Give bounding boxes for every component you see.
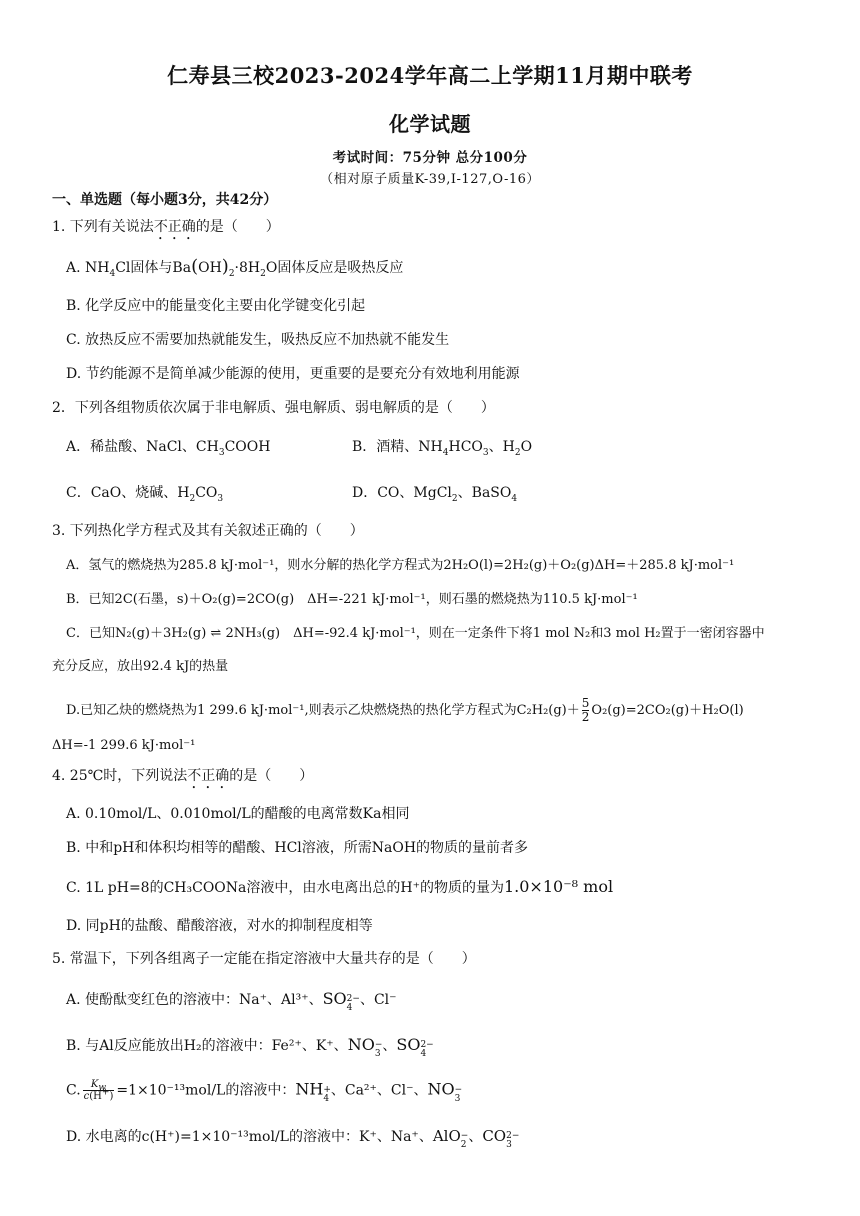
question-3-stem: 3. 下列热化学方程式及其有关叙述正确的（ ） xyxy=(52,523,364,539)
section-heading: 一、单选题（每小题3分，共42分） xyxy=(52,192,278,208)
kw-over-ch-fraction: $\frac{K_w}{c(H^+)}$ xyxy=(83,1079,114,1102)
exam-info: 考试时间：75分钟 总分100分 xyxy=(332,150,528,166)
exam-title: 仁寿县三校2023-2024学年高二上学期11月期中联考 xyxy=(167,63,693,88)
question-2-stem: 2．下列各组物质依次属于非电解质、强电解质、弱电解质的是（ ） xyxy=(52,400,495,416)
question-3-option-d-line2: ΔH=-1 299.6 kJ·mol⁻¹ xyxy=(52,738,196,753)
question-1-option-a: A. $NH_4Cl$固体与$Ba(OH)_2\cdot 8H_2O$固体反应是吸热反应 xyxy=(66,256,404,279)
question-4-option-b: B. 中和pH和体积均相等的醋酸、HCl溶液，所需NaOH的物质的量前者多 xyxy=(66,840,529,856)
question-2-option-d: D．CO、MgCl$_2$、BaSO$_4$ xyxy=(352,485,518,504)
question-4-option-d: D. 同pH的盐酸、醋酸溶液，对水的抑制程度相等 xyxy=(66,918,373,934)
question-3-option-c-line2: 充分反应，放出92.4 kJ的热量 xyxy=(52,659,229,674)
question-1-stem: 1. 下列有关说法不正确的是（ ） xyxy=(52,219,280,235)
question-2-option-a: A．稀盐酸、NaCl、$CH_3COOH$ xyxy=(66,439,271,458)
question-1-option-b: B. 化学反应中的能量变化主要由化学键变化引起 xyxy=(66,298,366,314)
question-1-option-c: C. 放热反应不需要加热就能发生，吸热反应不加热就不能发生 xyxy=(66,332,450,348)
question-3-option-b: B．已知2C(石墨，s)＋O₂(g)=2CO(g) ΔH=-221 kJ·mol⁻¹，则石墨的燃烧热为110.5 kJ·mol⁻¹ xyxy=(66,592,638,607)
question-3-option-c-line1: C．已知N₂(g)＋3H₂(g) ⇌ 2NH₃(g) ΔH=-92.4 kJ·mol⁻¹，则在一定条件下将1 mol N₂和3 mol H₂置于一密闭容器中 xyxy=(66,626,765,641)
question-2-option-c: C．CaO、烧碱、$H_2CO_3$ xyxy=(66,485,224,504)
question-5-option-a: A. 使酚酞变红色的溶液中：Na⁺、Al³⁺、SO 2− 4 、Cl⁻ xyxy=(66,989,397,1013)
question-3-option-d-line1: D.已知乙炔的燃烧热为1 299.6 kJ·mol⁻¹,则表示乙炔燃烧热的热化学方程式为C₂H₂(g)＋ $\frac{5}{2}$ O₂(g)=2CO₂(g)＋H₂O(l) xyxy=(66,696,744,724)
question-5-stem: 5. 常温下，下列各组离子一定能在指定溶液中大量共存的是（ ） xyxy=(52,951,476,967)
question-5-option-c: C. $\frac{K_w}{c(H^+)}$ =1×10⁻¹³mol/L的溶液中：NH + 4 、Ca²⁺、Cl⁻、NO − 3 xyxy=(66,1079,463,1104)
question-5-option-d: D. 水电离的c(H⁺)=1×10⁻¹³mol/L的溶液中：K⁺、Na⁺、AlO − 2 、CO 2− 3 xyxy=(66,1127,520,1150)
question-3-option-a: A．氢气的燃烧热为285.8 kJ·mol⁻¹，则水分解的热化学方程式为2H₂O(l)=2H₂(g)＋O₂(g)ΔH=＋285.8 kJ·mol⁻¹ xyxy=(66,558,735,573)
question-2-option-b: B．酒精、$NH_4HCO_3$、$H_2O$ xyxy=(352,439,533,458)
question-4-option-c: C. 1L pH=8的CH₃COONa溶液中，由水电离出总的H⁺的物质的量为1.0×10⁻⁸ mol xyxy=(66,877,614,896)
question-4-stem: 4. 25℃时，下列说法不正确的是（ ） xyxy=(52,768,314,784)
exam-subtitle: 化学试题 xyxy=(389,112,471,136)
question-5-option-b: B. 与Al反应能放出H₂的溶液中：Fe²⁺、K⁺、NO − 3 、SO 2− 4 xyxy=(66,1035,434,1059)
fraction-five-halves: $\frac{5}{2}$ xyxy=(581,696,590,724)
atomic-mass-note: （相对原子质量K-39,I-127,O-16） xyxy=(320,172,540,187)
question-4-option-a: A. 0.10mol/L、0.010mol/L的醋酸的电离常数Ka相同 xyxy=(66,806,410,822)
question-1-option-d: D. 节约能源不是简单减少能源的使用，更重要的是要充分有效地利用能源 xyxy=(66,366,520,382)
